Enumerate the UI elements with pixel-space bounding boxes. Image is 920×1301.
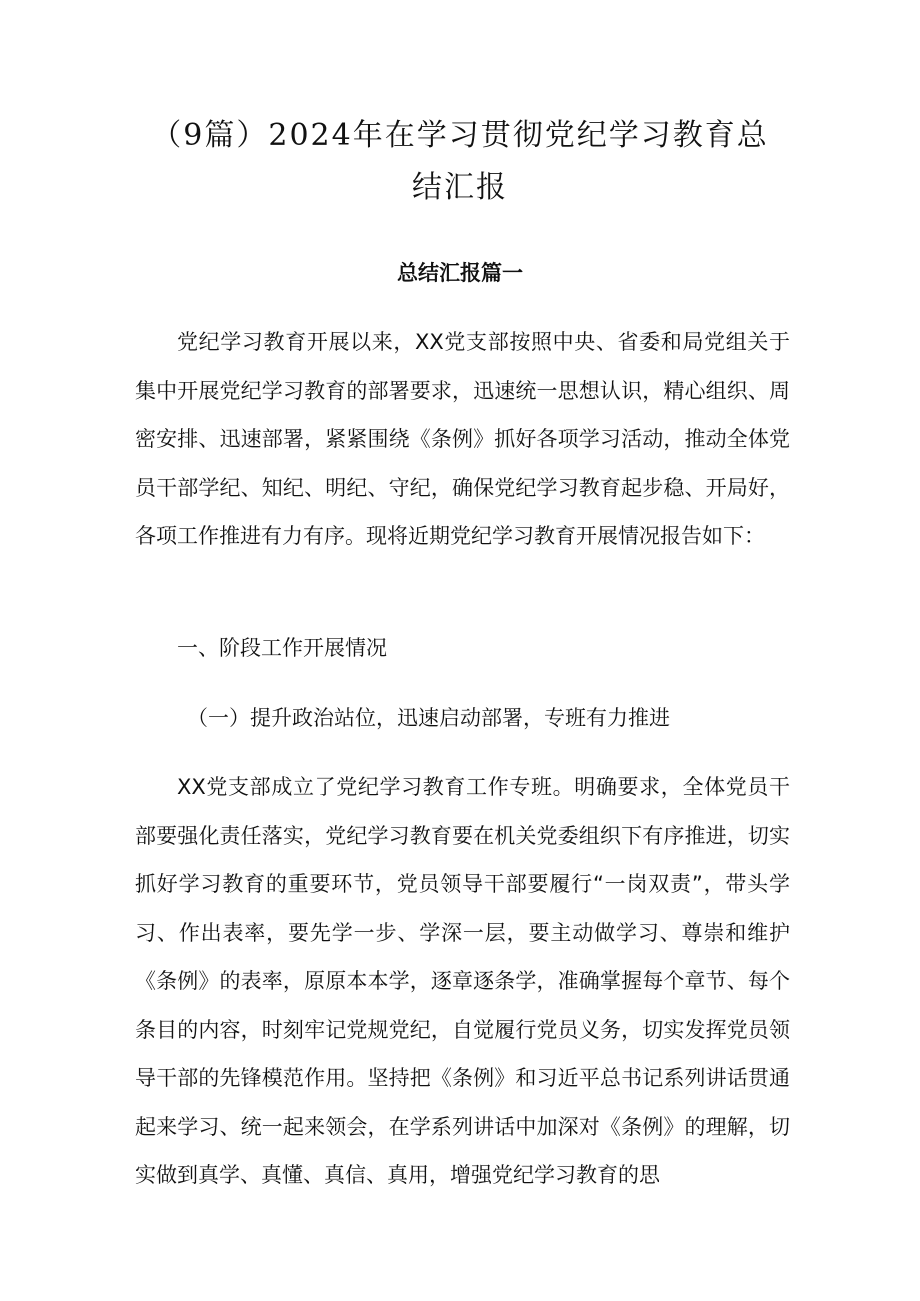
- section-heading: 总结汇报篇一: [397, 261, 523, 285]
- body-paragraph: XX党支部成立了党纪学习教育工作专班。明确要求，全体党员干部要强化责任落实，党纪学习教育要在机关党委组织下有序推进，切实抓好学习教育的重要环节，党员领导干部要履行“一岗双责”，带头学习、作出表率，要先学一步、学深一层，要主动做学习、尊崇和维护《条例》的表率，原原本本学，逐章逐条学，准确掌握每个章节、每个条目的内容，时刻牢记党规党纪，自觉履行党员义务，切实发挥党员领导干部的先锋模范作用。坚持把《条例》和习近平总书记系列讲话贯通起来学习、统一起来领会，在学系列讲话中加深对《条例》的理解，切实做到真学、真懂、真信、真用，增强党纪学习教育的思: [135, 775, 790, 1187]
- heading-level-1: 一、阶段工作开展情况: [177, 636, 387, 660]
- document-title: [120, 110, 800, 214]
- heading-level-2: （一）提升政治站位，迅速启动部署，专班有力推进: [187, 706, 670, 730]
- title-line-2: 结汇报: [412, 170, 508, 205]
- title-line-1: （9篇）2024年在学习贯彻党纪学习教育总: [151, 118, 769, 153]
- intro-paragraph: 党纪学习教育开展以来，XX党支部按照中央、省委和局党组关于集中开展党纪学习教育的部署要求，迅速统一思想认识，精心组织、周密安排、迅速部署，紧紧围绕《条例》抓好各项学习活动，推动全体党员干部学纪、知纪、明纪、守纪，确保党纪学习教育起步稳、开局好，各项工作推进有力有序。现将近期党纪学习教育开展情况报告如下：: [135, 330, 790, 548]
